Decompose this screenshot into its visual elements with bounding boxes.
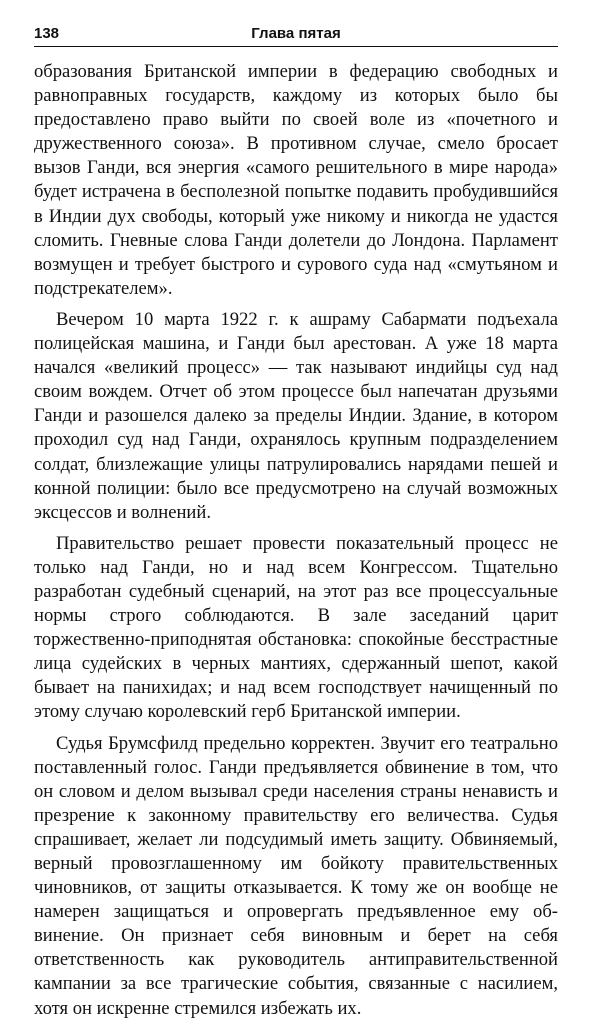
body-text [34,60,558,1021]
paragraph-1: образования Британской империи в федерацию свободных и равноправных государств, каждому из которых было бы предоставлено право выйти по своей воле из «почетного и дружественного союза». В противном случае, смело бросает вызов Ганди, вся энергия «самого решительного в мире народа» будет истрачена в бесполезной попытке подавить пробудившийся в Индии дух свободы, который уже никому и никогда не удастся сломить. Гневные слова Ганди долетели до Лондона. Парламент возмущен и требует быстрого и сурового суда над «смутьяном и подстрекателем». [34,61,558,299]
paragraph-3: Правительство решает провести показательный процесс не только над Ганди, но и над всем Конгрессом. Тщательно разработан судебный сценарий, на этот раз все процессуальные нормы строго соблюдаются. В зале заседаний царит торжественно-приподнятая обстановка: спокойные бесстрастные лица судейских в черных мантиях, сдержанный шепот, какой бывает на панихидах; и над всем господствует начищенный по этому случаю королевский герб Британской империи. [34,532,558,723]
paragraph-4: Судья Брумсфилд предельно корректен. Звучит его театрально поставленный голос. Ганди предъявляется обвинение в том, что он словом и делом вызывал среди населения страны ненависть и презрение к законному правительству его величества. Судья спрашивает, желает ли подсудимый иметь защиту. Обвиняемый, верный провозглашенному им бойкоту правительственных чиновников, от защиты отказывается. К тому же он вообще не намерен защищаться и опровергать предъявленное ему обвинение. Он признает себя виновным и берет на себя ответственность как руководитель антиправительственной кампании за все трагические события, связанные с насилием, хотя он искренне стремился избежать их. [34,732,558,1019]
page-header [34,22,558,47]
book-page [34,22,558,1028]
paragraph-2: Вечером 10 марта 1922 г. к ашраму Сабармати подъехала полицейская машина, и Ганди был арестован. А уже 18 марта начался «великий процесс» — так называют индийцы суд над своим вождем. Отчет об этом процессе был напечатан друзьями Ганди и разошелся далеко за пределы Индии. Здание, в котором проходил суд над Ганди, охранялось крупным подразделением солдат, близлежащие улицы патрулировались нарядами пешей и конной полиции: было все предусмотрено на случай возможных эксцессов и волнений. [34,308,558,523]
page-number: 138 [34,25,60,42]
chapter-title: Глава пятая [251,25,341,42]
